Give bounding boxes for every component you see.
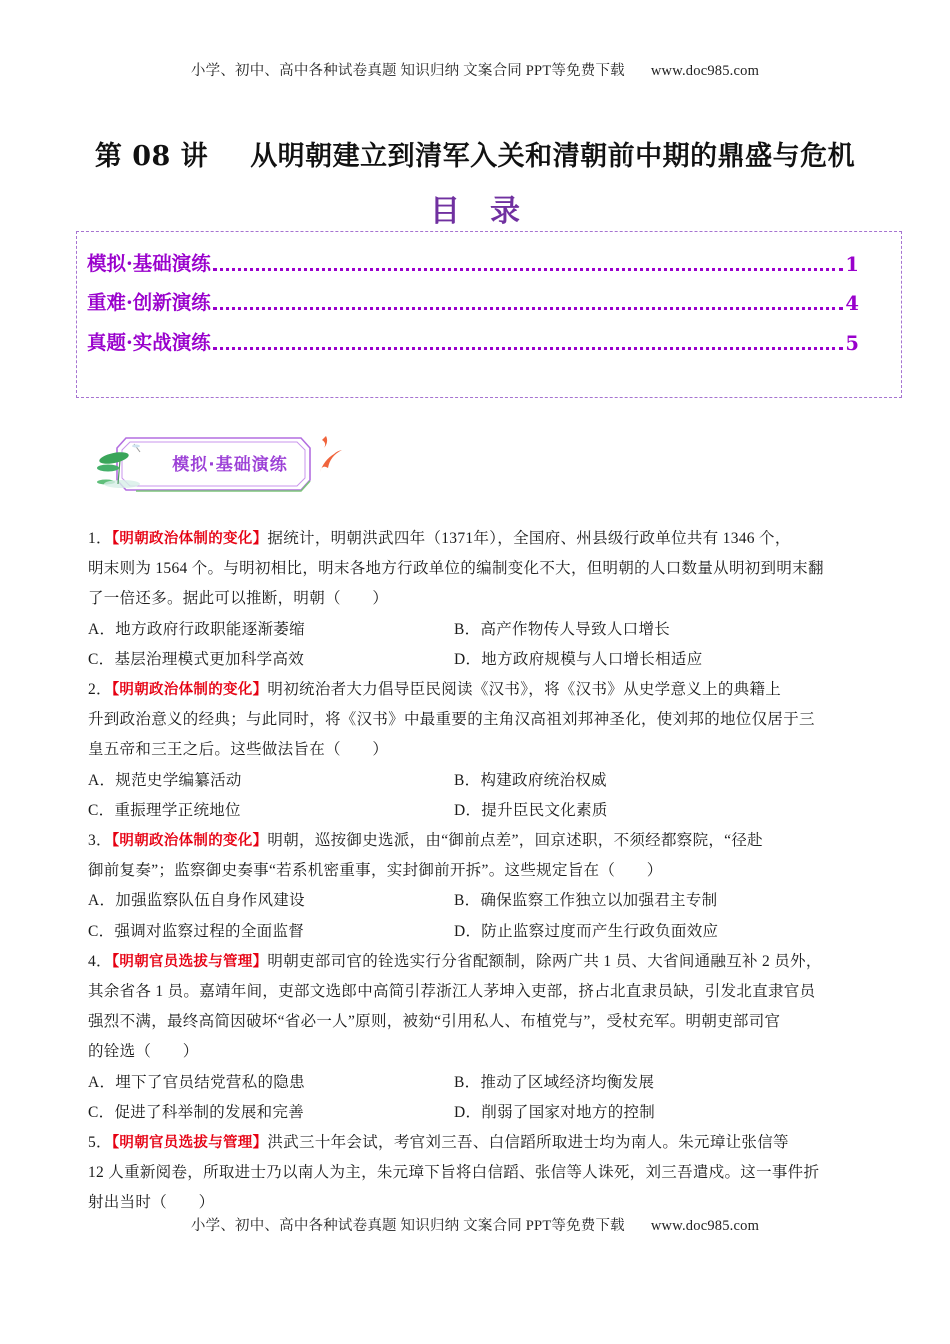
toc-item-label: 重难·创新演练 bbox=[87, 291, 211, 314]
question-item bbox=[88, 675, 863, 826]
option-a[interactable] bbox=[88, 886, 454, 916]
option-key: A． bbox=[88, 892, 116, 910]
option-b[interactable] bbox=[454, 615, 820, 645]
option-d[interactable] bbox=[454, 1098, 820, 1128]
option-key: A． bbox=[88, 771, 116, 789]
lecture-number: 第 08 讲 bbox=[94, 141, 209, 172]
header-url-link[interactable]: www.doc985.com bbox=[650, 63, 760, 79]
option-b[interactable] bbox=[454, 766, 820, 796]
question-stem-line bbox=[88, 947, 863, 977]
options-row bbox=[88, 1068, 863, 1098]
options-row bbox=[88, 1098, 863, 1128]
options-row bbox=[88, 645, 863, 675]
option-key: D． bbox=[454, 922, 482, 940]
question-stem-line bbox=[88, 1128, 863, 1158]
footer-text: 小学、初中、高中各种试卷真题 知识归纳 文案合同 PPT等免费下载 bbox=[190, 1218, 625, 1234]
question-stem-line: 射出当时（ ） bbox=[88, 1194, 215, 1212]
toc-item[interactable] bbox=[87, 250, 859, 276]
question-list bbox=[88, 524, 863, 1219]
option-key: C． bbox=[88, 801, 115, 819]
toc-heading: 目录 bbox=[430, 194, 550, 229]
question-tag: 【明朝官员选拔与管理】 bbox=[111, 1135, 268, 1152]
option-text: 重振理学正统地位 bbox=[114, 801, 241, 819]
options-row bbox=[88, 796, 863, 826]
option-key: D． bbox=[454, 1103, 482, 1121]
question-number: 1． bbox=[88, 530, 112, 547]
table-of-contents bbox=[76, 231, 902, 398]
option-text: 推动了区域经济均衡发展 bbox=[480, 1073, 655, 1091]
question-number: 2． bbox=[88, 681, 112, 699]
option-c[interactable] bbox=[88, 1098, 454, 1128]
options-row bbox=[88, 886, 863, 916]
option-text: 基层治理模式更加科学高效 bbox=[114, 650, 305, 668]
option-text: 强调对监察过程的全面监督 bbox=[114, 922, 305, 940]
option-text: 地方政府行政职能逐渐萎缩 bbox=[115, 620, 305, 638]
question-item bbox=[88, 826, 863, 947]
option-key: C． bbox=[88, 922, 115, 940]
option-a[interactable] bbox=[88, 1068, 454, 1098]
option-text: 高产作物传人导致人口增长 bbox=[480, 620, 671, 638]
option-key: B． bbox=[454, 771, 481, 789]
page-header bbox=[0, 59, 950, 80]
banner-label: 模拟·基础演练 bbox=[172, 455, 288, 475]
question-stem-text: 明初统治者大力倡导臣民阅读《汉书》，将《汉书》从史学意义上的典籍上 bbox=[267, 681, 782, 699]
question-stem-line: 的铨选（ ） bbox=[88, 1043, 199, 1061]
option-text: 构建政府统治权威 bbox=[480, 771, 607, 789]
question-stem-line: 12 人重新阅卷，所取进士乃以南人为主，朱元璋下旨将白信蹈、张信等人诛死，刘三吾遣戍。这一事件折 bbox=[88, 1164, 820, 1182]
question-stem-line: 明末则为 1564 个。与明初相比，明末各地方行政单位的编制变化不大，但明朝的人口数量从明初到明末翻 bbox=[88, 560, 824, 578]
option-text: 确保监察工作独立以加强君主专制 bbox=[480, 892, 718, 910]
option-b[interactable] bbox=[454, 1068, 820, 1098]
question-tag: 【明朝政治体制的变化】 bbox=[111, 833, 268, 850]
option-key: C． bbox=[88, 1103, 115, 1121]
option-text: 规范史学编纂活动 bbox=[115, 771, 242, 789]
option-key: D． bbox=[454, 650, 482, 668]
option-c[interactable] bbox=[88, 796, 454, 826]
option-d[interactable] bbox=[454, 796, 820, 826]
option-a[interactable] bbox=[88, 766, 454, 796]
question-tag: 【明朝官员选拔与管理】 bbox=[111, 953, 268, 970]
section-banner bbox=[96, 434, 346, 494]
question-number: 5． bbox=[88, 1134, 112, 1152]
question-tag: 【明朝政治体制的变化】 bbox=[111, 682, 268, 699]
footer-url-link[interactable]: www.doc985.com bbox=[650, 1218, 760, 1234]
options-row bbox=[88, 917, 863, 947]
option-key: B． bbox=[454, 1073, 481, 1091]
option-text: 促进了科举制的发展和完善 bbox=[114, 1103, 305, 1121]
question-stem-text: 明朝吏部司官的铨选实行分省配额制，除两广共 1 员、大省间通融互补 2 员外， bbox=[267, 952, 822, 970]
toc-item-page: 4 bbox=[845, 292, 859, 315]
toc-item-page: 1 bbox=[845, 253, 859, 276]
question-number: 4． bbox=[88, 952, 112, 970]
option-d[interactable] bbox=[454, 917, 820, 947]
option-key: A． bbox=[88, 620, 116, 638]
question-stem-text: 洪武三十年会试，考官刘三吾、白信蹈所取进士均为南人。朱元璋让张信等 bbox=[267, 1134, 789, 1152]
option-key: B． bbox=[454, 892, 481, 910]
option-c[interactable] bbox=[88, 645, 454, 675]
page-footer bbox=[0, 1214, 950, 1235]
question-stem-line bbox=[88, 826, 863, 856]
toc-item-page: 5 bbox=[845, 332, 859, 355]
option-d[interactable] bbox=[454, 645, 820, 675]
header-text: 小学、初中、高中各种试卷真题 知识归纳 文案合同 PPT等免费下载 bbox=[190, 63, 625, 79]
toc-leader-dots bbox=[213, 268, 844, 271]
toc-leader-dots bbox=[213, 307, 844, 310]
question-stem-line: 皇五帝和三王之后。这些做法旨在（ ） bbox=[88, 741, 389, 759]
toc-item-label: 真题·实战演练 bbox=[87, 331, 211, 354]
option-text: 加强监察队伍自身作风建设 bbox=[115, 892, 305, 910]
question-tag: 【明朝政治体制的变化】 bbox=[111, 531, 268, 547]
toc-item-label: 模拟·基础演练 bbox=[87, 252, 211, 275]
option-c[interactable] bbox=[88, 917, 454, 947]
question-item bbox=[88, 524, 863, 675]
option-text: 地方政府规模与人口增长相适应 bbox=[481, 650, 703, 668]
toc-leader-dots bbox=[213, 347, 844, 350]
toc-item[interactable] bbox=[87, 329, 859, 355]
lecture-title-text: 从明朝建立到清军入关和清朝前中期的鼎盛与危机 bbox=[250, 141, 856, 172]
option-key: C． bbox=[88, 650, 115, 668]
question-item bbox=[88, 947, 863, 1128]
option-text: 防止监察过度而产生行政负面效应 bbox=[481, 922, 719, 940]
question-stem-line: 升到政治意义的经典；与此同时，将《汉书》中最重要的主角汉高祖刘邦神圣化，使刘邦的地位仅居于三 bbox=[88, 711, 815, 729]
option-text: 削弱了国家对地方的控制 bbox=[481, 1103, 656, 1121]
toc-item[interactable] bbox=[87, 289, 859, 315]
option-text: 埋下了官员结党营私的隐患 bbox=[115, 1073, 305, 1091]
question-stem-line: 了一倍还多。据此可以推断，明朝（ ） bbox=[88, 590, 389, 608]
question-stem-line bbox=[88, 524, 863, 554]
option-a[interactable] bbox=[88, 615, 454, 645]
option-b[interactable] bbox=[454, 886, 820, 916]
option-key: D． bbox=[454, 801, 482, 819]
question-stem-line: 强烈不满，最终高简因破坏“省必一人”原则，被劾“引用私人、布植党与”，受杖充军。明朝吏部司官 bbox=[88, 1013, 781, 1031]
question-stem-line: 其余省各 1 员。嘉靖年间，吏部文选郎中高简引荐浙江人茅坤入吏部，挤占北直隶员缺，引发北直隶官员 bbox=[88, 983, 816, 1001]
question-stem-line: 御前复奏”；监察御史奏事“若系机密重事，实封御前开拆”。这些规定旨在（ ） bbox=[88, 862, 663, 880]
lecture-title bbox=[0, 134, 950, 173]
question-number: 3． bbox=[88, 832, 112, 850]
question-stem-text: 据统计，明朝洪武四年（1371年），全国府、州县级行政单位共有 1346 个， bbox=[267, 530, 791, 547]
question-stem-text: 明朝，巡按御史选派，由“御前点差”，回京述职，不须经都察院，“径赴 bbox=[267, 832, 763, 850]
option-key: A． bbox=[88, 1073, 116, 1091]
option-text: 提升臣民文化素质 bbox=[481, 801, 608, 819]
question-item bbox=[88, 1128, 863, 1219]
question-stem-line bbox=[88, 675, 863, 705]
options-row bbox=[88, 615, 863, 645]
option-key: B． bbox=[454, 620, 481, 638]
options-row bbox=[88, 766, 863, 796]
